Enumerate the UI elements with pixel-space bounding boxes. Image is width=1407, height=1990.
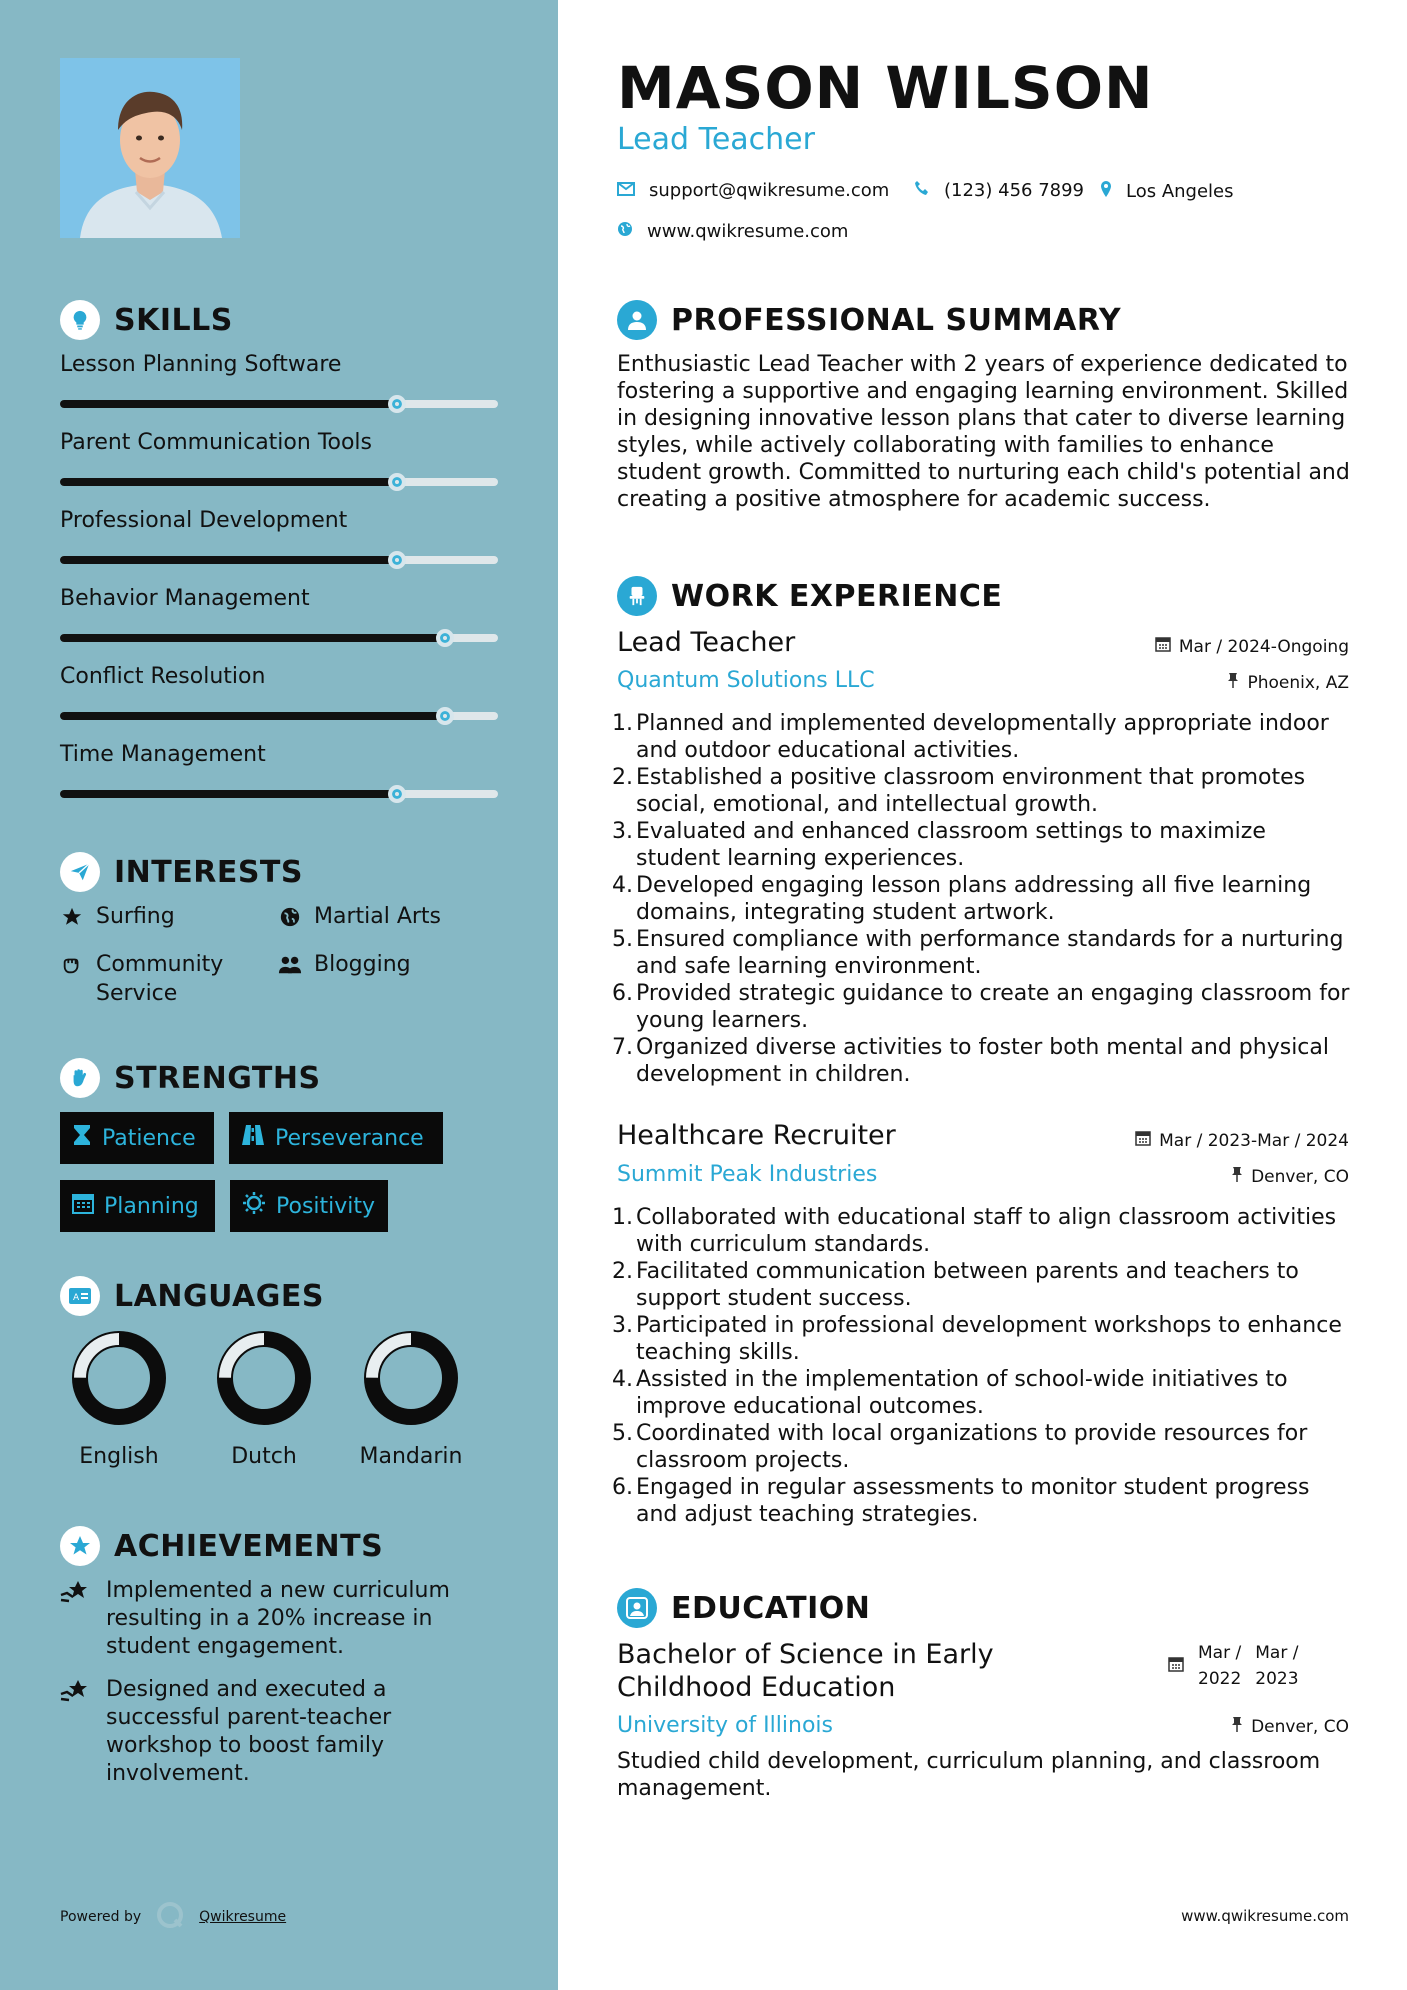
language-item bbox=[209, 1330, 319, 1469]
bullet-text: Participated in professional development workshops to enhance teaching skills. bbox=[636, 1313, 1342, 1365]
phone-icon bbox=[914, 180, 930, 201]
experience-heading bbox=[617, 576, 1002, 616]
language-donut bbox=[216, 1330, 312, 1426]
list-item: 2. Facilitated communication between parents and teachers to support student success. bbox=[612, 1258, 1352, 1312]
list-item: 2. Established a positive classroom environment that promotes social, emotional, and intellectual growth. bbox=[612, 764, 1352, 818]
list-item: 3. Participated in professional development workshops to enhance teaching skills. bbox=[612, 1312, 1352, 1366]
skill-knob bbox=[436, 707, 454, 725]
list-item: 5. Ensured compliance with performance standards for a nurturing and safe learning environment. bbox=[612, 926, 1352, 980]
bullet-text: Planned and implemented developmentally appropriate indoor and outdoor educational activities. bbox=[636, 711, 1329, 763]
job-location-text: Phoenix, AZ bbox=[1247, 672, 1349, 693]
bullet-text: Evaluated and enhanced classroom settings to maximize student learning experiences. bbox=[636, 819, 1266, 871]
star-hand-icon bbox=[60, 1577, 92, 1661]
job-location-text: Denver, CO bbox=[1251, 1166, 1349, 1187]
bullet-text: Assisted in the implementation of school-wide initiatives to improve educational outcomes. bbox=[636, 1367, 1288, 1419]
footer-website-link[interactable]: www.qwikresume.com bbox=[1181, 1907, 1349, 1925]
candidate-name: MASON WILSON bbox=[617, 54, 1154, 122]
bullet-text: Provided strategic guidance to create an engaging classroom for young learners. bbox=[636, 981, 1350, 1033]
bullet-text: Collaborated with educational staff to align classroom activities with curriculum standards. bbox=[636, 1205, 1337, 1257]
envelope-icon bbox=[617, 180, 635, 201]
education-dates bbox=[1168, 1640, 1299, 1692]
qwikresume-logo-icon bbox=[155, 1900, 185, 1934]
star-hand-icon bbox=[60, 1676, 92, 1788]
hourglass-icon bbox=[72, 1124, 92, 1152]
interest-item bbox=[278, 950, 411, 979]
skill-fill bbox=[60, 790, 397, 798]
section-title: WORK EXPERIENCE bbox=[671, 578, 1003, 614]
strength-badge bbox=[60, 1180, 215, 1232]
degree-line: Bachelor of Science in Early bbox=[617, 1639, 994, 1670]
bullet-text: Engaged in regular assessments to monitor student progress and adjust teaching strategies. bbox=[636, 1475, 1310, 1527]
chair-icon bbox=[617, 576, 657, 616]
phone-contact[interactable] bbox=[914, 180, 1084, 201]
strength-label: Positivity bbox=[276, 1193, 376, 1219]
education-start-line: Mar / bbox=[1198, 1643, 1242, 1663]
skill-item bbox=[60, 428, 498, 458]
company-name: Quantum Solutions LLC bbox=[617, 668, 875, 693]
bullet-text: Developed engaging lesson plans addressing all five learning domains, integrating student artwork. bbox=[636, 873, 1312, 925]
job-responsibilities bbox=[612, 1204, 1352, 1528]
skill-fill bbox=[60, 478, 397, 486]
skill-label: Conflict Resolution bbox=[60, 664, 266, 689]
achievement-text: Implemented a new curriculum resulting in a 20% increase in student engagement. bbox=[106, 1578, 450, 1659]
language-label: English bbox=[79, 1444, 159, 1469]
candidate-role: Lead Teacher bbox=[617, 122, 815, 157]
location-contact bbox=[1100, 180, 1234, 203]
job-title: Healthcare Recruiter bbox=[617, 1120, 896, 1151]
language-card-icon bbox=[60, 1276, 100, 1316]
degree-line: Childhood Education bbox=[617, 1672, 896, 1703]
summary-text: Enthusiastic Lead Teacher with 2 years of experience dedicated to fostering a supportive and engaging learning environment. Skilled in designing innovative lesson plans that cater to diverse learning styles, while actively collaborating with families to enhance student growth. Committed to nurturing each child's potential and creating a positive atmosphere for academic success. bbox=[617, 352, 1350, 512]
powered-by bbox=[60, 1900, 286, 1934]
section-title: STRENGTHS bbox=[114, 1060, 321, 1096]
avatar bbox=[60, 58, 240, 238]
pushpin-icon bbox=[1227, 672, 1239, 693]
education-heading bbox=[617, 1588, 870, 1628]
job-location bbox=[1227, 672, 1349, 693]
bullet-text: Coordinated with local organizations to provide resources for classroom projects. bbox=[636, 1421, 1308, 1473]
strength-badge bbox=[230, 1180, 388, 1232]
skill-label: Behavior Management bbox=[60, 586, 310, 611]
company-name: Summit Peak Industries bbox=[617, 1162, 878, 1187]
language-donut bbox=[363, 1330, 459, 1426]
skill-item bbox=[60, 662, 498, 692]
skill-item bbox=[60, 740, 498, 770]
hand-icon bbox=[60, 950, 84, 979]
list-item: 1. Planned and implemented developmentally appropriate indoor and outdoor educational activities. bbox=[612, 710, 1352, 764]
road-icon bbox=[241, 1124, 265, 1152]
section-title: ACHIEVEMENTS bbox=[114, 1528, 384, 1564]
job-dates-text: Mar / 2024-Ongoing bbox=[1178, 636, 1349, 657]
interest-label: Blogging bbox=[314, 952, 411, 977]
interest-item bbox=[60, 950, 223, 1008]
interests-heading bbox=[60, 852, 303, 892]
qwikresume-link[interactable]: Qwikresume bbox=[199, 1909, 287, 1925]
skill-fill bbox=[60, 400, 397, 408]
strength-label: Perseverance bbox=[275, 1125, 424, 1151]
section-title: LANGUAGES bbox=[114, 1278, 324, 1314]
skill-label: Lesson Planning Software bbox=[60, 352, 342, 377]
skill-fill bbox=[60, 634, 445, 642]
achievement-text: Designed and executed a successful parent-teacher workshop to boost family involvement. bbox=[106, 1677, 392, 1786]
interest-label: Martial Arts bbox=[314, 904, 442, 929]
education-location-text: Denver, CO bbox=[1251, 1716, 1349, 1737]
calendar-icon bbox=[1135, 1130, 1151, 1151]
skill-fill bbox=[60, 556, 397, 564]
achievements-heading bbox=[60, 1526, 383, 1566]
bullet-text: Established a positive classroom environment that promotes social, emotional, and intellectual growth. bbox=[636, 765, 1306, 817]
location-text: Los Angeles bbox=[1126, 181, 1234, 202]
language-label: Dutch bbox=[231, 1444, 297, 1469]
sidebar bbox=[0, 0, 558, 1990]
education-description: Studied child development, curriculum planning, and classroom management. bbox=[617, 1749, 1321, 1801]
language-item bbox=[356, 1330, 466, 1469]
job-responsibilities bbox=[612, 710, 1352, 1088]
job-dates bbox=[1135, 1130, 1349, 1151]
list-item: 1. Collaborated with educational staff to align classroom activities with curriculum standards. bbox=[612, 1204, 1352, 1258]
interest-label-line: Community bbox=[96, 952, 224, 977]
list-item: 3. Evaluated and enhanced classroom settings to maximize student learning experiences. bbox=[612, 818, 1352, 872]
strengths-heading bbox=[60, 1058, 321, 1098]
website-contact[interactable] bbox=[617, 221, 848, 242]
education-location bbox=[1231, 1716, 1349, 1737]
skill-label: Professional Development bbox=[60, 508, 348, 533]
globe-icon bbox=[617, 221, 633, 242]
language-label: Mandarin bbox=[359, 1444, 463, 1469]
summary-heading bbox=[617, 300, 1121, 340]
star-badge-icon bbox=[60, 1526, 100, 1566]
skill-label: Parent Communication Tools bbox=[60, 430, 373, 455]
section-title: PROFESSIONAL SUMMARY bbox=[671, 302, 1122, 338]
job-title: Lead Teacher bbox=[617, 627, 796, 658]
achievement-item bbox=[60, 1577, 480, 1661]
job-dates bbox=[1155, 636, 1349, 657]
education-start-line: 2022 bbox=[1198, 1669, 1242, 1689]
lightbulb-icon bbox=[60, 300, 100, 340]
list-item: 6. Provided strategic guidance to create an engaging classroom for young learners. bbox=[612, 980, 1352, 1034]
list-item: 4. Assisted in the implementation of school-wide initiatives to improve educational outcomes. bbox=[612, 1366, 1352, 1420]
website-text: www.qwikresume.com bbox=[647, 221, 849, 242]
skill-knob bbox=[388, 473, 406, 491]
job-location bbox=[1231, 1166, 1349, 1187]
education-end bbox=[1255, 1640, 1298, 1692]
degree-title bbox=[617, 1638, 994, 1704]
graduate-icon bbox=[617, 1588, 657, 1628]
skill-item bbox=[60, 506, 498, 536]
fist-icon bbox=[60, 1058, 100, 1098]
map-marker-icon bbox=[1100, 180, 1112, 203]
interest-label: Surfing bbox=[96, 904, 175, 929]
list-item: 6. Engaged in regular assessments to monitor student progress and adjust teaching strategies. bbox=[612, 1474, 1352, 1528]
profile-photo bbox=[60, 58, 240, 238]
skill-label: Time Management bbox=[60, 742, 266, 767]
interest-item bbox=[278, 902, 441, 931]
section-title: SKILLS bbox=[114, 302, 233, 338]
strength-badge bbox=[60, 1112, 214, 1164]
list-item: 7. Organized diverse activities to foster both mental and physical development in children. bbox=[612, 1034, 1352, 1088]
bullet-text: Organized diverse activities to foster both mental and physical development in children. bbox=[636, 1035, 1329, 1087]
school-name: University of Illinois bbox=[617, 1713, 833, 1738]
section-title: INTERESTS bbox=[114, 854, 303, 890]
skill-knob bbox=[388, 551, 406, 569]
paper-plane-icon bbox=[60, 852, 100, 892]
interest-label bbox=[96, 950, 223, 1008]
powered-by-label: Powered by bbox=[60, 1909, 142, 1925]
bullet-text: Facilitated communication between parents and teachers to support student success. bbox=[636, 1259, 1299, 1311]
strength-badge bbox=[229, 1112, 443, 1164]
education-start bbox=[1198, 1640, 1241, 1692]
user-icon bbox=[617, 300, 657, 340]
achievement-item bbox=[60, 1676, 480, 1788]
list-item: 5. Coordinated with local organizations to provide resources for classroom projects. bbox=[612, 1420, 1352, 1474]
skill-knob bbox=[436, 629, 454, 647]
sun-icon bbox=[242, 1191, 266, 1221]
skills-heading bbox=[60, 300, 233, 340]
calendar-icon bbox=[1155, 636, 1171, 657]
skill-fill bbox=[60, 712, 445, 720]
pushpin-icon bbox=[1231, 1716, 1243, 1737]
language-item bbox=[64, 1330, 174, 1469]
bullet-text: Ensured compliance with performance standards for a nurturing and safe learning environment. bbox=[636, 927, 1344, 979]
skill-knob bbox=[388, 785, 406, 803]
globe-icon bbox=[278, 902, 302, 931]
education-end-line: 2023 bbox=[1255, 1669, 1299, 1689]
interest-label-line: Service bbox=[96, 981, 178, 1006]
skill-knob bbox=[388, 395, 406, 413]
svg-text:A: A bbox=[73, 1293, 80, 1303]
email-text: support@qwikresume.com bbox=[649, 180, 890, 201]
strength-label: Patience bbox=[102, 1125, 196, 1151]
phone-text: (123) 456 7899 bbox=[944, 180, 1085, 201]
job-dates-text: Mar / 2023-Mar / 2024 bbox=[1159, 1130, 1349, 1151]
email-contact[interactable] bbox=[617, 180, 889, 201]
interest-item bbox=[60, 902, 175, 931]
users-icon bbox=[278, 950, 302, 979]
language-donut bbox=[71, 1330, 167, 1426]
skill-item bbox=[60, 350, 498, 380]
list-item: 4. Developed engaging lesson plans addressing all five learning domains, integrating student artwork. bbox=[612, 872, 1352, 926]
star-icon bbox=[60, 902, 84, 931]
pushpin-icon bbox=[1231, 1166, 1243, 1187]
calendar-icon bbox=[1168, 1640, 1184, 1692]
section-title: EDUCATION bbox=[671, 1590, 871, 1626]
education-end-line: Mar / bbox=[1255, 1643, 1299, 1663]
calendar-icon bbox=[72, 1192, 94, 1220]
skill-item bbox=[60, 584, 498, 614]
languages-heading bbox=[60, 1276, 324, 1316]
strength-label: Planning bbox=[104, 1193, 199, 1219]
